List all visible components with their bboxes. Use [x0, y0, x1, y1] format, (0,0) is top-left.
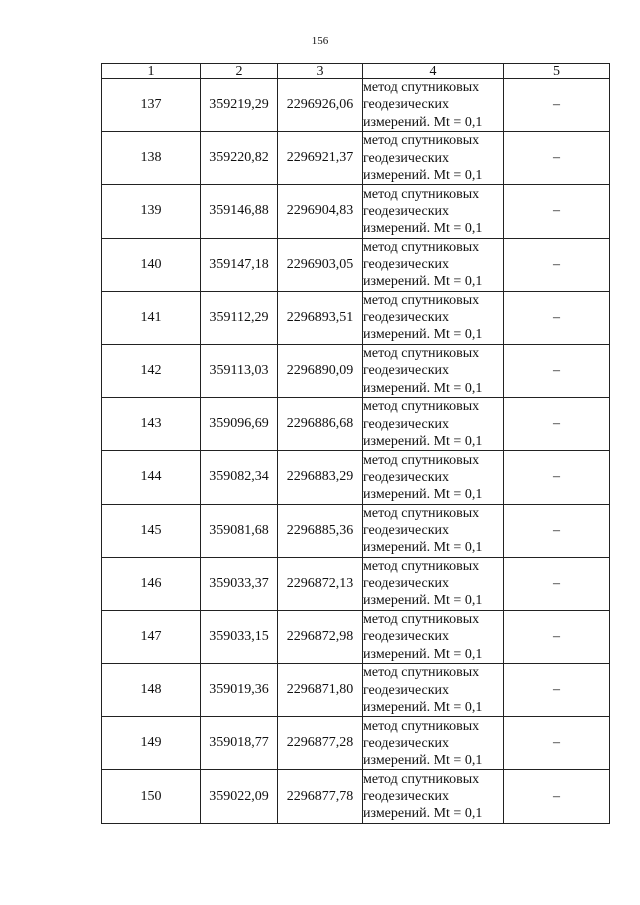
- table-body: [102, 79, 610, 824]
- method-line: измерений. Mt = 0,1: [363, 327, 483, 343]
- method-cell: [363, 717, 504, 770]
- column-header-2: 2: [201, 64, 278, 79]
- coordinate-x-cell: 359147,18: [201, 238, 278, 291]
- table-row: [102, 770, 610, 823]
- method-cell: [363, 504, 504, 557]
- coordinate-y-cell: 2296890,09: [278, 344, 363, 397]
- method-line: геодезических: [363, 576, 450, 592]
- method-line: метод спутниковых: [363, 771, 480, 787]
- column-header-4: 4: [363, 64, 504, 79]
- method-line: метод спутниковых: [363, 665, 480, 681]
- coordinate-x-cell: 359146,88: [201, 185, 278, 238]
- note-dash: –: [553, 628, 560, 644]
- method-line: измерений. Mt = 0,1: [363, 114, 483, 130]
- table-row: [102, 664, 610, 717]
- point-number-cell: 148: [102, 664, 201, 717]
- table-header-row: [102, 64, 610, 79]
- table-row: [102, 451, 610, 504]
- coordinate-x-cell: 359018,77: [201, 717, 278, 770]
- note-cell: [504, 557, 610, 610]
- coordinates-table: [101, 63, 610, 824]
- point-number-cell: 146: [102, 557, 201, 610]
- column-header-3: 3: [278, 64, 363, 79]
- note-cell: [504, 717, 610, 770]
- method-cell: [363, 344, 504, 397]
- method-line: измерений. Mt = 0,1: [363, 806, 483, 822]
- method-line: геодезических: [363, 629, 450, 645]
- table-row: [102, 504, 610, 557]
- method-line: геодезических: [363, 150, 450, 166]
- note-cell: [504, 664, 610, 717]
- method-line: геодезических: [363, 363, 450, 379]
- method-line: геодезических: [363, 788, 450, 804]
- method-cell: [363, 398, 504, 451]
- method-line: метод спутниковых: [363, 505, 480, 521]
- method-line: геодезических: [363, 416, 450, 432]
- table-row: [102, 79, 610, 132]
- method-line: измерений. Mt = 0,1: [363, 646, 483, 662]
- method-line: метод спутниковых: [363, 399, 480, 415]
- coordinate-y-cell: 2296885,36: [278, 504, 363, 557]
- method-line: геодезических: [363, 469, 450, 485]
- note-cell: [504, 770, 610, 823]
- method-line: измерений. Mt = 0,1: [363, 487, 483, 502]
- note-dash: –: [553, 97, 560, 113]
- note-dash: –: [553, 256, 560, 272]
- table-row: [102, 610, 610, 663]
- point-number-cell: 140: [102, 238, 201, 291]
- coordinate-x-cell: 359081,68: [201, 504, 278, 557]
- method-cell: [363, 79, 504, 132]
- method-line: метод спутниковых: [363, 452, 480, 468]
- coordinate-y-cell: 2296871,80: [278, 664, 363, 717]
- coordinate-x-cell: 359033,15: [201, 610, 278, 663]
- method-line: геодезических: [363, 522, 450, 538]
- note-cell: [504, 610, 610, 663]
- point-number-cell: 149: [102, 717, 201, 770]
- table-row: [102, 717, 610, 770]
- method-cell: [363, 557, 504, 610]
- point-number-cell: 145: [102, 504, 201, 557]
- note-dash: –: [553, 735, 560, 751]
- method-line: геодезических: [363, 203, 450, 219]
- point-number-cell: 147: [102, 610, 201, 663]
- method-line: измерений. Mt = 0,1: [363, 699, 483, 715]
- coordinate-x-cell: 359082,34: [201, 451, 278, 504]
- method-line: метод спутниковых: [363, 718, 480, 734]
- method-cell: [363, 132, 504, 185]
- point-number-cell: 143: [102, 398, 201, 451]
- table-row: [102, 291, 610, 344]
- table-row: [102, 238, 610, 291]
- table-row: [102, 557, 610, 610]
- method-line: измерений. Mt = 0,1: [363, 433, 483, 449]
- note-cell: [504, 291, 610, 344]
- coordinate-x-cell: 359220,82: [201, 132, 278, 185]
- method-line: метод спутниковых: [363, 133, 480, 149]
- note-dash: –: [553, 469, 560, 485]
- column-header-5: 5: [504, 64, 610, 79]
- method-line: геодезических: [363, 682, 450, 698]
- note-dash: –: [553, 682, 560, 698]
- method-line: измерений. Mt = 0,1: [363, 593, 483, 609]
- note-dash: –: [553, 522, 560, 538]
- note-dash: –: [553, 309, 560, 325]
- note-cell: [504, 344, 610, 397]
- method-line: геодезических: [363, 97, 450, 113]
- method-line: измерений. Mt = 0,1: [363, 274, 483, 290]
- method-cell: [363, 238, 504, 291]
- method-line: измерений. Mt = 0,1: [363, 380, 483, 396]
- table-row: [102, 344, 610, 397]
- coordinate-y-cell: 2296883,29: [278, 451, 363, 504]
- method-cell: [363, 610, 504, 663]
- coordinate-y-cell: 2296903,05: [278, 238, 363, 291]
- coordinate-y-cell: 2296877,78: [278, 770, 363, 823]
- coordinate-y-cell: 2296877,28: [278, 717, 363, 770]
- coordinate-x-cell: 359019,36: [201, 664, 278, 717]
- note-cell: [504, 504, 610, 557]
- note-cell: [504, 132, 610, 185]
- method-line: измерений. Mt = 0,1: [363, 752, 483, 768]
- point-number-cell: 137: [102, 79, 201, 132]
- method-line: метод спутниковых: [363, 346, 480, 362]
- method-cell: [363, 185, 504, 238]
- method-cell: [363, 291, 504, 344]
- coordinate-y-cell: 2296926,06: [278, 79, 363, 132]
- method-line: измерений. Mt = 0,1: [363, 221, 483, 237]
- coordinate-y-cell: 2296872,98: [278, 610, 363, 663]
- coordinate-y-cell: 2296872,13: [278, 557, 363, 610]
- coordinate-y-cell: 2296893,51: [278, 291, 363, 344]
- table-row: [102, 185, 610, 238]
- note-dash: –: [553, 416, 560, 432]
- coordinate-x-cell: 359219,29: [201, 79, 278, 132]
- page-number: 156: [311, 35, 329, 47]
- coordinate-x-cell: 359022,09: [201, 770, 278, 823]
- note-dash: –: [553, 203, 560, 219]
- note-cell: [504, 79, 610, 132]
- method-line: геодезических: [363, 310, 450, 326]
- method-line: измерений. Mt = 0,1: [363, 167, 483, 183]
- note-dash: –: [553, 150, 560, 166]
- note-dash: –: [553, 788, 560, 804]
- method-line: измерений. Mt = 0,1: [363, 540, 483, 556]
- point-number-cell: 142: [102, 344, 201, 397]
- coordinate-x-cell: 359096,69: [201, 398, 278, 451]
- method-line: геодезических: [363, 257, 450, 273]
- point-number-cell: 138: [102, 132, 201, 185]
- method-line: метод спутниковых: [363, 558, 480, 574]
- method-line: геодезических: [363, 735, 450, 751]
- column-header-1: 1: [102, 64, 201, 79]
- coordinate-y-cell: 2296886,68: [278, 398, 363, 451]
- table-row: [102, 398, 610, 451]
- method-cell: [363, 451, 504, 504]
- coordinate-x-cell: 359113,03: [201, 344, 278, 397]
- coordinate-x-cell: 359112,29: [201, 291, 278, 344]
- method-line: метод спутниковых: [363, 293, 480, 309]
- note-cell: [504, 185, 610, 238]
- method-cell: [363, 770, 504, 823]
- point-number-cell: 150: [102, 770, 201, 823]
- note-cell: [504, 238, 610, 291]
- note-dash: –: [553, 575, 560, 591]
- coordinate-y-cell: 2296921,37: [278, 132, 363, 185]
- coordinate-x-cell: 359033,37: [201, 557, 278, 610]
- point-number-cell: 139: [102, 185, 201, 238]
- table-row: [102, 132, 610, 185]
- note-cell: [504, 398, 610, 451]
- coordinate-y-cell: 2296904,83: [278, 185, 363, 238]
- point-number-cell: 141: [102, 291, 201, 344]
- method-line: метод спутниковых: [363, 186, 480, 202]
- method-line: метод спутниковых: [363, 612, 480, 628]
- note-dash: –: [553, 363, 560, 379]
- point-number-cell: 144: [102, 451, 201, 504]
- method-line: метод спутниковых: [363, 239, 480, 255]
- note-cell: [504, 451, 610, 504]
- method-line: метод спутниковых: [363, 80, 480, 96]
- method-cell: [363, 664, 504, 717]
